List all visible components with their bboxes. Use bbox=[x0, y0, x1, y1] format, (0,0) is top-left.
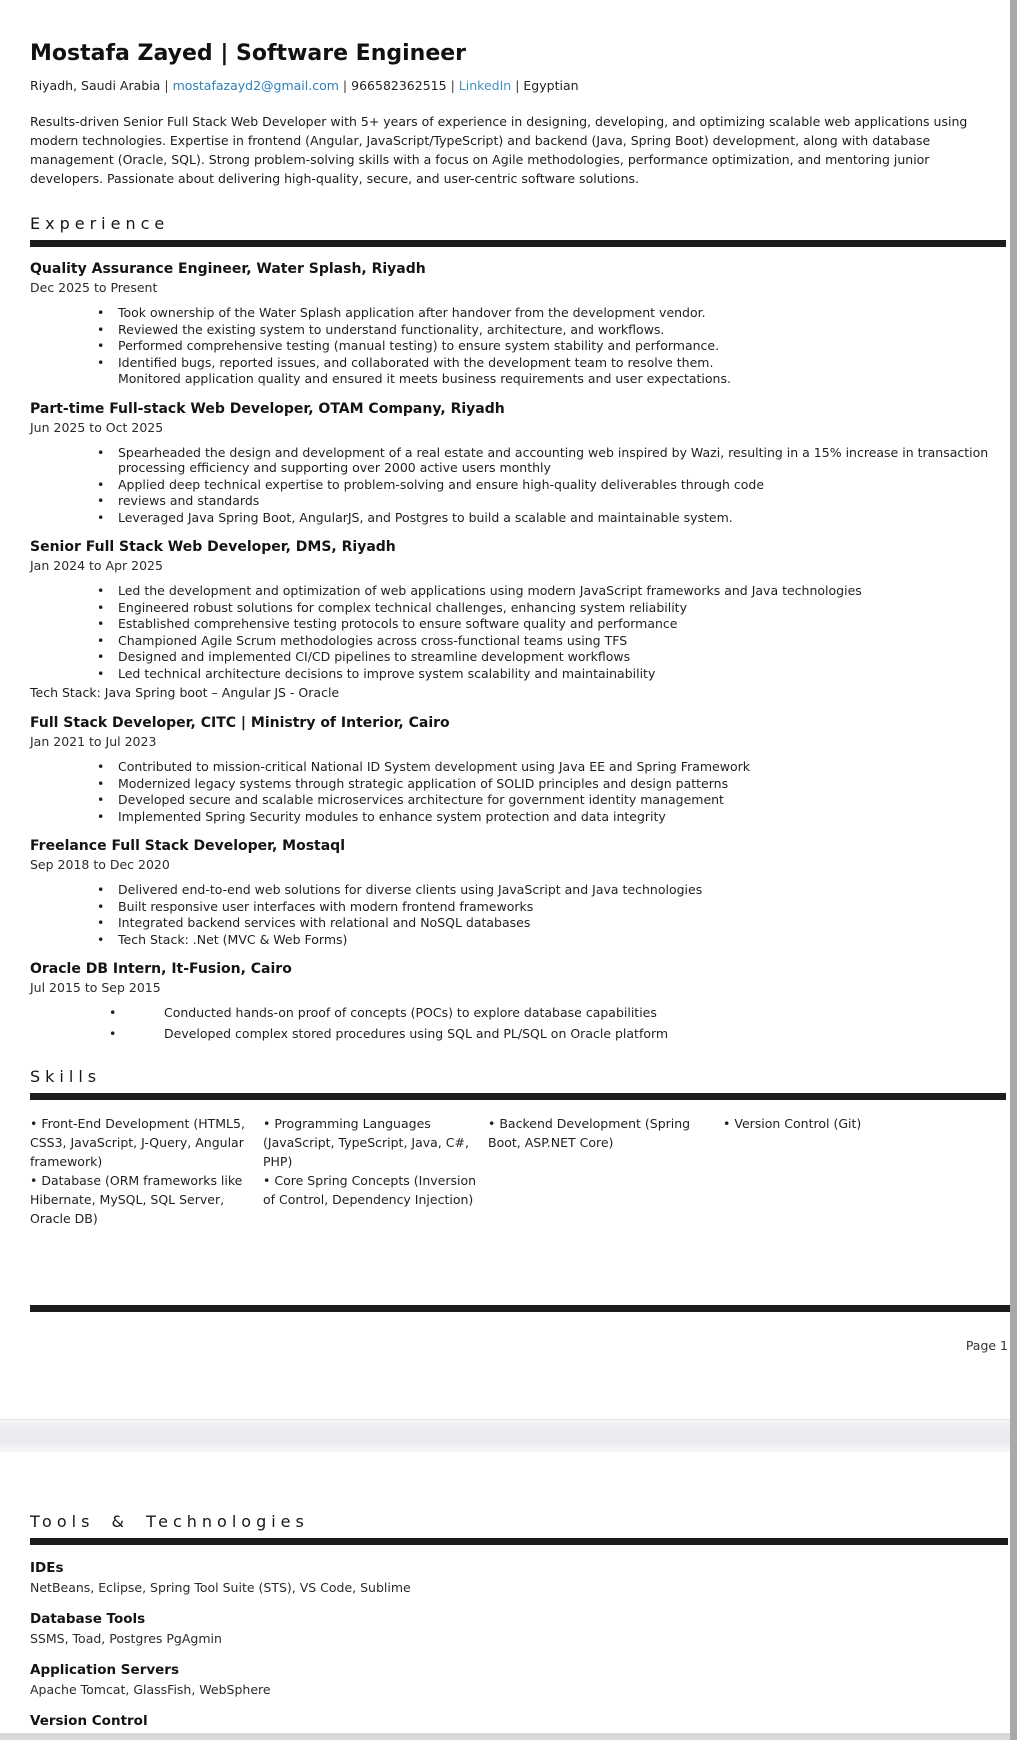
tools-list bbox=[30, 1560, 1008, 1730]
job-title: Full Stack Developer, CITC | Ministry of Interior, Cairo bbox=[30, 715, 450, 731]
tool-group-heading: Version Control bbox=[30, 1713, 148, 1729]
tool-group bbox=[30, 1713, 1008, 1730]
email-link[interactable]: mostafazayd2@gmail.com bbox=[172, 78, 339, 93]
job-dates: Jan 2024 to Apr 2025 bbox=[30, 558, 163, 573]
skills-grid bbox=[30, 1114, 1006, 1228]
section-title-skills: Skills bbox=[30, 1067, 102, 1086]
section-rule bbox=[30, 240, 1006, 247]
skills-column bbox=[263, 1114, 479, 1228]
job-bullet: • Applied deep technical expertise to problem-solving and ensure high-quality deliverables through code bbox=[30, 477, 1006, 493]
tool-group-items: NetBeans, Eclipse, Spring Tool Suite (STS), VS Code, Sublime bbox=[30, 1580, 411, 1595]
skill-item: • Programming Languages (JavaScript, TypeScript, Java, C#, PHP) bbox=[263, 1114, 479, 1171]
job-bullet: • Leveraged Java Spring Boot, AngularJS, and Postgres to build a scalable and maintainable system. bbox=[30, 510, 1006, 526]
tool-group-items: Apache Tomcat, GlassFish, WebSphere bbox=[30, 1682, 271, 1697]
job-bullet: • Contributed to mission-critical National ID System development using Java EE and Spring Framework bbox=[30, 759, 1006, 775]
experience-entry bbox=[30, 837, 1006, 947]
contact-separator: | bbox=[164, 78, 169, 93]
job-title: Quality Assurance Engineer, Water Splash, Riyadh bbox=[30, 261, 426, 277]
skills-column bbox=[488, 1114, 714, 1228]
contact-separator: | bbox=[342, 78, 348, 93]
job-bullet: • Tech Stack: .Net (MVC & Web Forms) bbox=[30, 932, 1006, 948]
job-bullet-continuation: Monitored application quality and ensured it meets business requirements and user expectations. bbox=[118, 371, 731, 386]
tool-group bbox=[30, 1560, 1008, 1596]
tool-group-items: SSMS, Toad, Postgres PgAgmin bbox=[30, 1631, 222, 1646]
experience-entry bbox=[30, 538, 1006, 701]
tool-group-heading: Database Tools bbox=[30, 1611, 146, 1627]
vertical-scrollbar[interactable] bbox=[1010, 0, 1017, 1740]
job-bullet: • Built responsive user interfaces with modern frontend frameworks bbox=[30, 899, 1006, 915]
tool-group-heading: IDEs bbox=[30, 1560, 64, 1576]
job-bullet-list bbox=[30, 583, 1006, 681]
job-bullet: • Conducted hands-on proof of concepts (POCs) to explore database capabilities bbox=[30, 1005, 1006, 1021]
skill-item: • Core Spring Concepts (Inversion of Control, Dependency Injection) bbox=[263, 1171, 479, 1209]
section-title-tools: Tools & Technologies bbox=[30, 1512, 309, 1531]
profile-summary: Results-driven Senior Full Stack Web Developer with 5+ years of experience in designing, developing, and optimizing scalable web applications using modern technologies. Expertise in frontend (Angular, JavaScript/TypeScript) and backend (Java, Spring Boot) development, along with database management (Oracle, SQL). Strong problem-solving skills with a focus on Agile methodologies, performance optimization, and mentoring junior developers. Passionate about delivering high-quality, secure, and user-centric software solutions. bbox=[30, 114, 968, 186]
job-bullet-list bbox=[30, 882, 1006, 947]
job-tech-stack: Tech Stack: Java Spring boot – Angular JS - Oracle bbox=[30, 685, 340, 700]
section-rule bbox=[30, 1093, 1006, 1100]
experience-entry bbox=[30, 260, 1006, 387]
contact-location: Riyadh, Saudi Arabia bbox=[30, 78, 161, 93]
experience-entry bbox=[30, 400, 1006, 526]
contact-separator: | bbox=[515, 78, 520, 93]
job-bullet: • Delivered end-to-end web solutions for diverse clients using JavaScript and Java technologies bbox=[30, 882, 1006, 898]
skill-item: • Backend Development (Spring Boot, ASP.NET Core) bbox=[488, 1114, 714, 1152]
job-title: Oracle DB Intern, It-Fusion, Cairo bbox=[30, 961, 292, 977]
skill-item: • Version Control (Git) bbox=[723, 1114, 1006, 1133]
job-bullet: • Spearheaded the design and development of a real estate and accounting web inspired by Wazi, resulting in a 15% increase in transaction processing efficiency and supporting over 2000 active users monthly bbox=[30, 445, 1006, 476]
tool-group bbox=[30, 1611, 1008, 1647]
job-bullet: • Developed complex stored procedures using SQL and PL/SQL on Oracle platform bbox=[30, 1026, 1006, 1042]
job-bullet: • Identified bugs, reported issues, and collaborated with the development team to resolve them. bbox=[30, 355, 1006, 371]
page-title: Mostafa Zayed | Software Engineer bbox=[30, 41, 467, 66]
job-title: Senior Full Stack Web Developer, DMS, Riyadh bbox=[30, 539, 396, 555]
page-break-separator bbox=[0, 1419, 1010, 1452]
skills-column bbox=[723, 1114, 1006, 1228]
job-bullet: • Took ownership of the Water Splash application after handover from the development vendor. bbox=[30, 305, 1006, 321]
job-bullet: • Integrated backend services with relational and NoSQL databases bbox=[30, 915, 1006, 931]
job-bullet: • Implemented Spring Security modules to enhance system protection and data integrity bbox=[30, 809, 1006, 825]
job-bullet: • Led technical architecture decisions to improve system scalability and maintainability bbox=[30, 666, 1006, 682]
job-bullet: • Led the development and optimization of web applications using modern JavaScript frameworks and Java technologies bbox=[30, 583, 1006, 599]
experience-entry bbox=[30, 960, 1006, 1041]
skill-item: • Front-End Development (HTML5, CSS3, JavaScript, J-Query, Angular framework) bbox=[30, 1114, 254, 1171]
contact-phone: 966582362515 bbox=[351, 78, 447, 93]
horizontal-scrollbar[interactable] bbox=[0, 1733, 1010, 1740]
job-title: Part-time Full-stack Web Developer, OTAM Company, Riyadh bbox=[30, 400, 505, 417]
section-title-experience: Experience bbox=[30, 214, 170, 233]
job-bullet: • Modernized legacy systems through strategic application of SOLID principles and design patterns bbox=[30, 776, 1006, 792]
skills-column bbox=[30, 1114, 254, 1228]
contact-line bbox=[30, 78, 1006, 93]
job-bullet: • Performed comprehensive testing (manual testing) to ensure system stability and performance. bbox=[30, 338, 1006, 354]
job-dates: Jan 2021 to Jul 2023 bbox=[30, 734, 157, 749]
job-bullet: • Designed and implemented CI/CD pipelines to streamline development workflows bbox=[30, 649, 1006, 665]
job-bullet: • Established comprehensive testing protocols to ensure software quality and performance bbox=[30, 616, 1006, 632]
job-bullet: • Reviewed the existing system to understand functionality, architecture, and workflows. bbox=[30, 322, 1006, 338]
job-bullet-list bbox=[30, 759, 1006, 824]
job-bullet: • Engineered robust solutions for complex technical challenges, enhancing system reliability bbox=[30, 600, 1006, 616]
linkedin-link[interactable]: LinkedIn bbox=[458, 78, 512, 93]
experience-list bbox=[30, 260, 1006, 1041]
job-dates: Sep 2018 to Dec 2020 bbox=[30, 857, 170, 872]
job-bullet: • Championed Agile Scrum methodologies across cross-functional teams using TFS bbox=[30, 633, 1006, 649]
job-bullet-list bbox=[30, 1005, 1006, 1041]
job-dates: Jul 2015 to Sep 2015 bbox=[30, 980, 161, 995]
tool-group bbox=[30, 1662, 1008, 1698]
experience-entry bbox=[30, 714, 1006, 824]
job-title: Freelance Full Stack Developer, Mostaql bbox=[30, 838, 346, 854]
contact-separator: | bbox=[450, 78, 455, 93]
tool-group-heading: Application Servers bbox=[30, 1662, 179, 1678]
job-bullet-list bbox=[30, 305, 1006, 387]
page-number-label: Page 1 bbox=[965, 1338, 1008, 1353]
job-dates: Jun 2025 to Oct 2025 bbox=[30, 419, 164, 435]
job-bullet: • reviews and standards bbox=[30, 493, 1006, 509]
job-bullet: • Developed secure and scalable microservices architecture for government identity management bbox=[30, 792, 1006, 808]
job-dates: Dec 2025 to Present bbox=[30, 280, 158, 295]
resume-page-2 bbox=[30, 1512, 1008, 1730]
job-bullet-list bbox=[30, 445, 1006, 526]
page-footer-rule bbox=[30, 1305, 1010, 1312]
section-rule bbox=[30, 1538, 1008, 1545]
skill-item: • Database (ORM frameworks like Hibernate, MySQL, SQL Server, Oracle DB) bbox=[30, 1171, 254, 1228]
contact-nationality: Egyptian bbox=[523, 78, 579, 93]
